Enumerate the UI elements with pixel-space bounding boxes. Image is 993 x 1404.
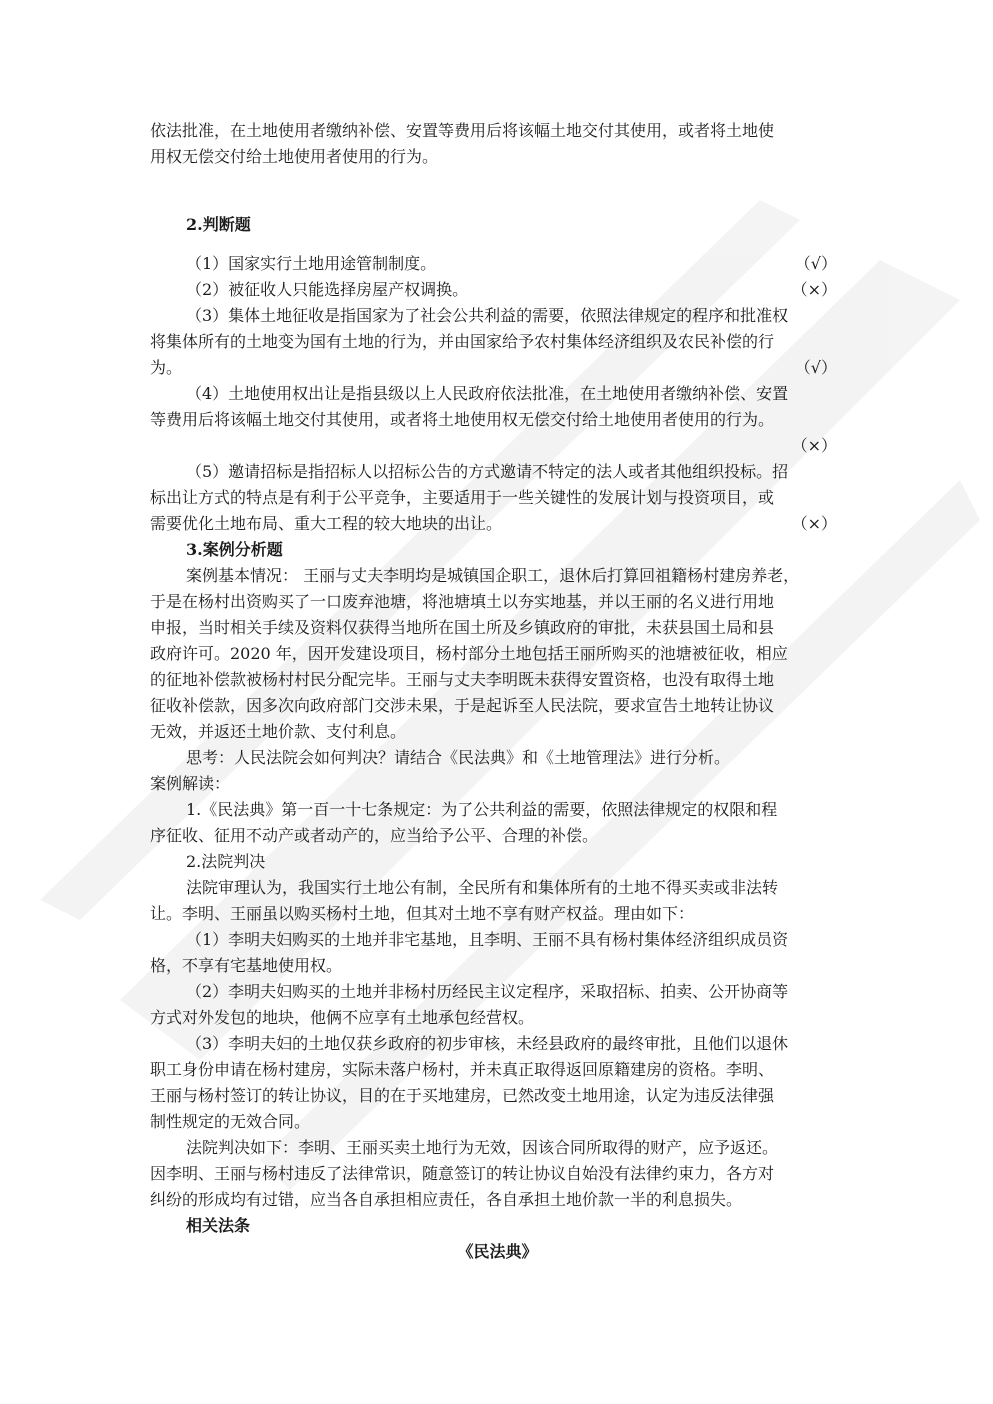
intro-line-2: 用权无偿交付给土地使用者使用的行为。 (150, 147, 439, 166)
q1-text: （1）国家实行土地用途管制制度。 (186, 254, 437, 273)
reason3-line: 王丽与杨村签订的转让协议，目的在于买地建房，已然改变土地用途，认定为违反法律强 (150, 1086, 775, 1105)
judgement-q3-end (150, 355, 845, 381)
point1-line: 1.《民法典》第一百一十七条规定：为了公共利益的需要，依照法律规定的权限和程 (186, 800, 778, 819)
reason2-line: 方式对外发包的地块，他俩不应享有土地承包经营权。 (150, 1008, 535, 1027)
q4-line-1: （4）土地使用权出让是指县级以上人民政府依法批准，在土地使用者缴纳补偿、安置 (186, 384, 789, 403)
q3-line-1: （3）集体土地征收是指国家为了社会公共利益的需要，依照法律规定的程序和批准权 (186, 306, 789, 325)
reason2-line: （2）李明夫妇购买的土地并非杨村历经民主议定程序，采取招标、拍卖、公开协商等 (186, 982, 789, 1001)
court-line: 让。李明、王丽虽以购买杨村土地，但其对土地不享有财产权益。理由如下： (150, 904, 695, 923)
verdict-line: 法院判决如下：李明、王丽买卖土地行为无效，因该合同所取得的财产，应予返还。 (186, 1138, 779, 1157)
q5-line-2: 标出让方式的特点是有利于公平竞争，主要适用于一些关键性的发展计划与投资项目，或 (150, 488, 775, 507)
document-page (150, 118, 845, 1265)
q2-text: （2）被征收人只能选择房屋产权调换。 (186, 280, 469, 299)
case-basic-line: 于是在杨村出资购买了一口废弃池塘，将池塘填土以夯实地基，并以王丽的名义进行用地 (150, 592, 775, 611)
case-think: 思考：人民法院会如何判决？请结合《民法典》和《土地管理法》进行分析。 (186, 748, 731, 767)
q4-mark: （×） (791, 436, 837, 455)
case-basic-line: 政府许可。2020 年，因开发建设项目，杨村部分土地包括王丽所购买的池塘被征收，相应 (150, 644, 788, 663)
q1-mark: （√） (794, 254, 837, 273)
reason3-line: 职工身份申请在杨村建房，实际未落户杨村，并未真正取得返回原籍建房的资格。李明、 (150, 1060, 775, 1079)
verdict-line: 纠纷的形成均有过错，应当各自承担相应责任，各自承担土地价款一半的利息损失。 (150, 1190, 743, 1209)
q5-line-3: 需要优化土地布局、重大工程的较大地块的出让。 (150, 514, 503, 533)
reason1-line: 格，不享有宅基地使用权。 (150, 956, 343, 975)
judgement-q1 (150, 251, 845, 277)
reason1-line: （1）李明夫妇购买的土地并非宅基地，且李明、王丽不具有杨村集体经济组织成员资 (186, 930, 789, 949)
related-heading: 相关法条 (186, 1216, 251, 1235)
q4-line-2: 等费用后将该幅土地交付其使用，或者将土地使用权无偿交付给土地使用者使用的行为。 (150, 410, 775, 429)
q5-mark: （×） (791, 514, 837, 533)
q2-mark: （×） (791, 280, 837, 299)
judgement-q2 (150, 277, 845, 303)
intro-line-1: 依法批准，在土地使用者缴纳补偿、安置等费用后将该幅土地交付其使用，或者将土地使 (150, 121, 775, 140)
q3-line-2: 将集体所有的土地变为国有土地的行为，并由国家给予农村集体经济组织及农民补偿的行 (150, 332, 775, 351)
verdict-line: 因李明、王丽与杨村违反了法律常识，随意签订的转让协议自始没有法律约束力，各方对 (150, 1164, 775, 1183)
judgement-heading: 2.判断题 (186, 215, 251, 234)
q3-mark: （√） (794, 358, 837, 377)
reason3-line: 制性规定的无效合同。 (150, 1112, 311, 1131)
court-line: 法院审理认为，我国实行土地公有制，全民所有和集体所有的土地不得买卖或非法转 (186, 878, 779, 897)
case-basic-line: 的征地补偿款被杨村村民分配完毕。王丽与丈夫李明既未获得安置资格，也没有取得土地 (150, 670, 775, 689)
judgement-q5-end (150, 511, 845, 537)
case-basic-line: 无效，并返还土地价款、支付利息。 (150, 722, 407, 741)
judgement-q4-end (150, 433, 845, 459)
point2-label: 2.法院判决 (186, 852, 266, 871)
q5-line-1: （5）邀请招标是指招标人以招标公告的方式邀请不特定的法人或者其他组织投标。招 (186, 462, 789, 481)
case-heading: 3.案例分析题 (186, 540, 283, 559)
case-interp-label: 案例解读： (150, 774, 231, 793)
reason3-line: （3）李明夫妇的土地仅获乡政府的初步审核，未经县政府的最终审批，且他们以退休 (186, 1034, 789, 1053)
case-basic-line: 案例基本情况： 王丽与丈夫李明均是城镇国企职工，退休后打算回祖籍杨村建房养老， (186, 566, 800, 585)
q3-line-3: 为。 (150, 358, 183, 377)
point1-line: 序征收、征用不动产或者动产的，应当给予公平、合理的补偿。 (150, 826, 599, 845)
case-basic-line: 申报，当时相关手续及资料仅获得当地所在国土所及乡镇政府的审批，未获县国土局和县 (150, 618, 775, 637)
code-title: 《民法典》 (457, 1242, 538, 1261)
case-basic-line: 征收补偿款，因多次向政府部门交涉未果，于是起诉至人民法院，要求宣告土地转让协议 (150, 696, 775, 715)
